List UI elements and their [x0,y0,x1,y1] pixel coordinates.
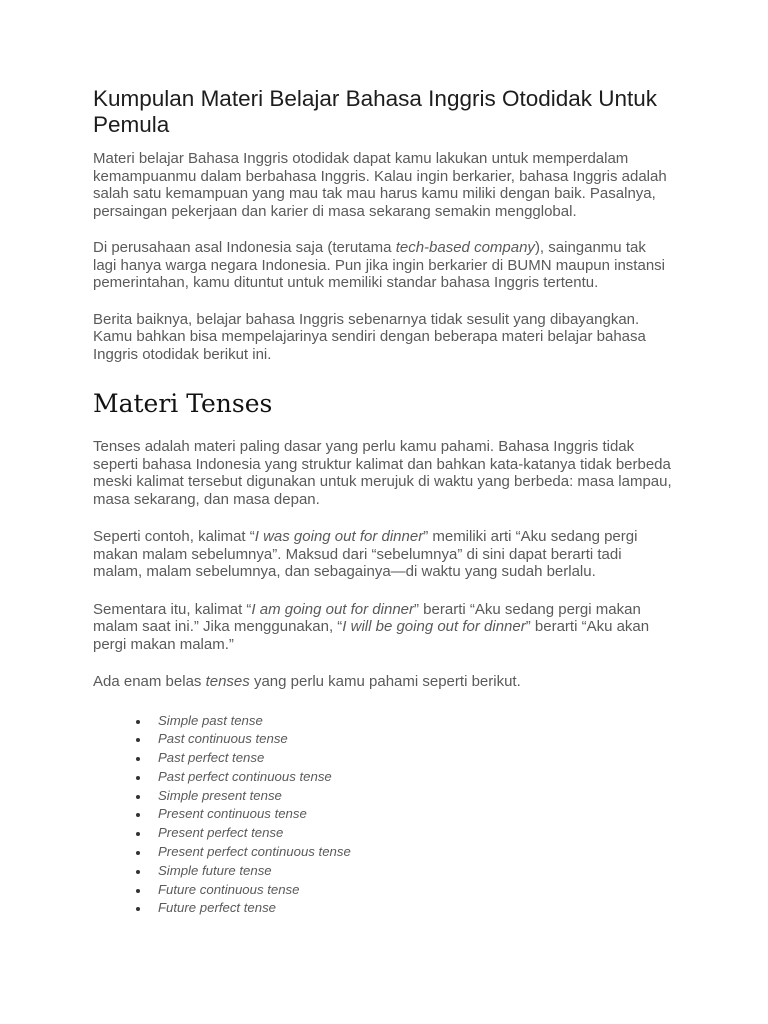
bullet-icon [136,832,140,836]
list-item-label: Present continuous tense [158,806,307,822]
intro-paragraph-2-italic: tech-based company [395,239,535,256]
intro-paragraph-2 [93,239,673,292]
list-item-label: Future continuous tense [158,881,300,897]
intro-paragraph-3: Berita baiknya, belajar bahasa Inggris sebenarnya tidak sesulit yang dibayangkan. Kamu bahkan bisa mempelajarinya sendiri dengan beberapa materi belajar bahasa Inggris otodidak berikut ini. [93,310,646,363]
list-item-label: Simple future tense [158,862,272,878]
bullet-icon [136,813,140,817]
list-item [93,787,673,806]
tenses-paragraph-4-a: Ada enam belas [93,673,206,690]
list-item [93,881,673,900]
tenses-list [93,712,673,919]
tenses-paragraph-3 [93,601,673,654]
document-page [93,86,673,918]
tenses-paragraph-2-a: Seperti contoh, kalimat “ [93,528,255,545]
document-title: Kumpulan Materi Belajar Bahasa Inggris Otodidak Untuk Pemula [93,86,658,137]
bullet-icon [136,757,140,761]
tenses-paragraph-1: Tenses adalah materi paling dasar yang perlu kamu pahami. Bahasa Inggris tidak seperti bahasa Indonesia yang struktur kalimat dan bahkan kata-katanya tidak berbeda meski kalimat tersebut digunakan untuk merujuk di waktu yang berbeda: masa lampau, masa sekarang, dan masa depan. [93,438,672,508]
list-item-label: Present perfect tense [158,825,284,841]
list-item-label: Simple past tense [158,712,263,728]
list-item [93,712,673,731]
bullet-icon [136,870,140,874]
list-item-label: Past perfect continuous tense [158,768,332,784]
bullet-icon [136,851,140,855]
tenses-paragraph-2-example: I was going out for dinner [254,528,424,545]
tenses-paragraph-4 [93,673,673,691]
intro-paragraph-1: Materi belajar Bahasa Inggris otodidak dapat kamu lakukan untuk memperdalam kemampuanmu dalam berbahasa Inggris. Kalau ingin berkarier, bahasa Inggris adalah salah satu kemampuan yang mau tak mau harus kamu miliki dengan baik. Pasalnya, persaingan pekerjaan dan karier di masa sekarang semakin mengglobal. [93,150,667,220]
list-item [93,899,673,918]
bullet-icon [136,795,140,799]
bullet-icon [136,907,140,911]
list-item-label: Present perfect continuous tense [158,844,351,860]
list-item [93,805,673,824]
section-heading: Materi Tenses [93,389,273,418]
tenses-paragraph-3-c: ” berarti “Aku sedang pergi makan malam saat ini.” Jika menggunakan, “ [93,600,641,635]
tenses-paragraph-2 [93,528,673,581]
bullet-icon [136,776,140,780]
list-item [93,862,673,881]
list-item-label: Past continuous tense [158,731,288,747]
bullet-icon [136,720,140,724]
intro-paragraph-2-text-start: Di perusahaan asal Indonesia saja (terutama [93,239,396,256]
list-item [93,824,673,843]
tenses-paragraph-4-c: yang perlu kamu pahami seperti berikut. [249,673,521,690]
tenses-paragraph-3-example-1: I am going out for dinner [251,600,415,618]
list-item-label: Past perfect tense [158,750,265,766]
tenses-paragraph-3-example-2: I will be going out for dinner [342,618,526,635]
list-item [93,843,673,862]
intro-paragraph-2-text-end: ), sainganmu tak lagi hanya warga negara Indonesia. Pun jika ingin berkarier di BUMN maupun instansi pemerintahan, kamu dituntut untuk memiliki standar bahasa Inggris tertentu. [93,239,665,291]
list-item [93,730,673,749]
bullet-icon [136,889,140,893]
tenses-paragraph-2-c: ” memiliki arti “Aku sedang pergi makan malam sebelumnya”. Maksud dari “sebelumnya” di sini dapat berarti tadi malam, malam sebelumnya, dan sebagainya—di waktu yang sudah berlalu. [93,528,638,580]
tenses-paragraph-3-a: Sementara itu, kalimat “ [93,600,252,618]
tenses-paragraph-4-italic: tenses [205,673,250,690]
list-item [93,749,673,768]
list-item-label: Future perfect tense [158,900,277,916]
list-item [93,768,673,787]
list-item-label: Simple present tense [158,787,282,803]
tenses-paragraph-3-e: ” berarti “Aku akan pergi makan malam.” [93,618,650,653]
bullet-icon [136,738,140,742]
